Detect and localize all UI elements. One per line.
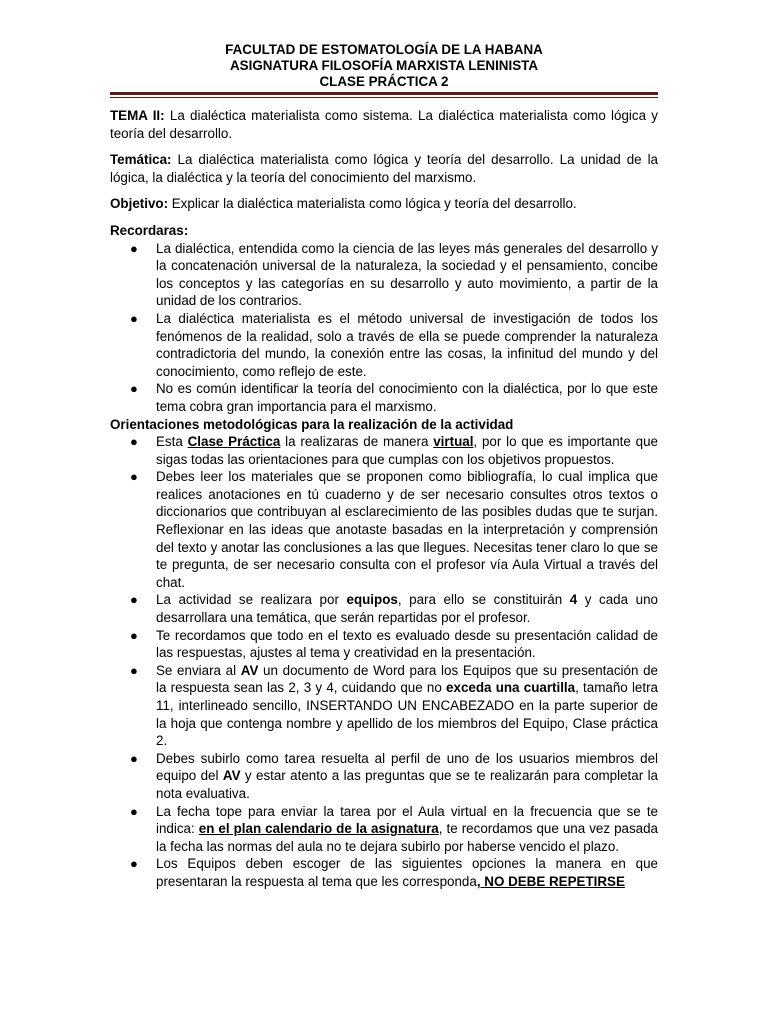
orientaciones-list (110, 433, 658, 890)
bullet-icon: ● (130, 240, 138, 256)
list-item: ● Te recordamos que todo en el texto es evaluado desde su presentación calidad de las respuestas, ajustes al tema y creatividad en la presentación. (130, 627, 658, 661)
recordaras-heading: Recordaras: (110, 222, 189, 238)
document-body (110, 107, 658, 891)
bullet-icon: ● (130, 310, 138, 326)
tema-paragraph (110, 107, 658, 142)
orientaciones-heading: Orientaciones metodológicas para la realización de la actividad (110, 416, 514, 432)
objetivo-label: Objetivo: (110, 196, 169, 212)
header-class: CLASE PRÁCTICA 2 (319, 74, 449, 89)
list-item: ● Debes leer los materiales que se proponen como bibliografía, lo cual implica que realices anotaciones en tú cuaderno y de ser necesario consultes otros textos o diccionarios que contribuyan al esclarecimiento de las posibles dudas que te surjan. Reflexionar en las ideas que anotaste basadas en la interpretación y comprensión del texto y anotar las conclusiones a las que llegues. Necesitas tener claro lo que se te pregunta, de ser necesario consulta con el profesor vía Aula Virtual a través del chat. (130, 469, 658, 590)
team-count: 4 (569, 592, 578, 608)
bullet-icon: ● (130, 803, 138, 819)
list-item: ● La actividad se realizara por equipos, para ello se constituirán 4 y cada uno desarrollara una temática, que serán repartidas por el profesor. (130, 592, 658, 626)
tema-label: TEMA II: (110, 108, 165, 123)
av-emphasis: AV (222, 768, 241, 784)
list-item: ● Esta Clase Práctica la realizaras de manera virtual, por lo que es importante que sigas todas las orientaciones para que cumplas con los objetivos propuestos. (130, 434, 658, 467)
recordaras-list (110, 240, 658, 416)
virtual-emphasis: virtual (433, 434, 474, 450)
av-emphasis: AV (240, 662, 259, 678)
tematica-label: Temática: (110, 152, 172, 168)
list-item: ● La dialéctica materialista es el método universal de investigación de todos los fenómenos de la realidad, solo a través de ella se puede comprender la naturaleza contradictoria del mundo, la conexión entre las cosas, la infinitud del mundo y del conocimiento, como reflejo de este. (130, 310, 658, 379)
header-faculty: FACULTAD DE ESTOMATOLOGÍA DE LA HABANA (225, 42, 543, 57)
header-rule-thin (110, 97, 658, 98)
cuartilla-emphasis: exceda una cuartilla (446, 680, 576, 696)
list-item: ● La dialéctica, entendida como la ciencia de las leyes más generales del desarrollo y la concatenación universal de la naturaleza, la sociedad y el pensamiento, concibe los conceptos y las categorías en su desarrollo y auto movimiento, a partir de la unidad de los contrarios. (130, 240, 658, 309)
bullet-icon: ● (130, 627, 138, 643)
list-item: ● Se enviara al AV un documento de Word para los Equipos que su presentación de la respuesta sean las 2, 3 y 4, cuidando que no exceda una cuartilla, tamaño letra 11, interlineado sencillo, INSERTANDO UN ENCABEZADO en la parte superior de la hoja que contenga nombre y apellido de los miembros del Equipo, Clase práctica 2. (130, 662, 658, 749)
bullet-icon: ● (130, 662, 138, 678)
bullet-icon: ● (130, 750, 138, 766)
bullet-icon: ● (130, 856, 138, 872)
no-repetir-emphasis: , NO DEBE REPETIRSE (476, 873, 625, 889)
header-rule-thick (110, 92, 658, 95)
list-item: ● Los Equipos deben escoger de las siguientes opciones la manera en que presentaran la respuesta al tema que les corresponda, NO DEBE REPETIRSE (130, 856, 658, 889)
document-header (110, 42, 658, 90)
clase-practica-emphasis: Clase Práctica (187, 434, 281, 450)
objetivo-paragraph (110, 195, 658, 213)
equipos-emphasis: equipos (346, 592, 398, 608)
list-item: ● No es común identificar la teoría del conocimiento con la dialéctica, por lo que este tema cobra gran importancia para el marxismo. (130, 381, 658, 414)
bullet-icon: ● (130, 381, 138, 397)
list-item: ● La fecha tope para enviar la tarea por el Aula virtual en la frecuencia que se te indica: en el plan calendario de la asignatura, te recordamos que una vez pasada la fecha las normas del aula no te dejara subirlo por haberse vencido el plazo. (130, 803, 658, 854)
header-subject: ASIGNATURA FILOSOFÍA MARXISTA LENINISTA (230, 58, 538, 73)
bullet-icon: ● (130, 434, 138, 450)
plan-calendario-emphasis: en el plan calendario de la asignatura (198, 821, 439, 837)
list-item: ● Debes subirlo como tarea resuelta al perfil de uno de los usuarios miembros del equipo del AV y estar atento a las preguntas que se te realizarán para completar la nota evaluativa. (130, 750, 658, 801)
tematica-paragraph (110, 151, 658, 186)
tematica-text: La dialéctica materialista como lógica y teoría del desarrollo. La unidad de la lógica, la dialéctica y la teoría del conocimiento del marxismo. (110, 152, 658, 185)
bullet-icon: ● (130, 592, 138, 608)
tema-text: La dialéctica materialista como sistema. La dialéctica materialista como lógica y teoría del desarrollo. (110, 108, 658, 141)
objetivo-text: Explicar la dialéctica materialista como lógica y teoría del desarrollo. (168, 196, 577, 212)
bullet-icon: ● (130, 469, 138, 485)
